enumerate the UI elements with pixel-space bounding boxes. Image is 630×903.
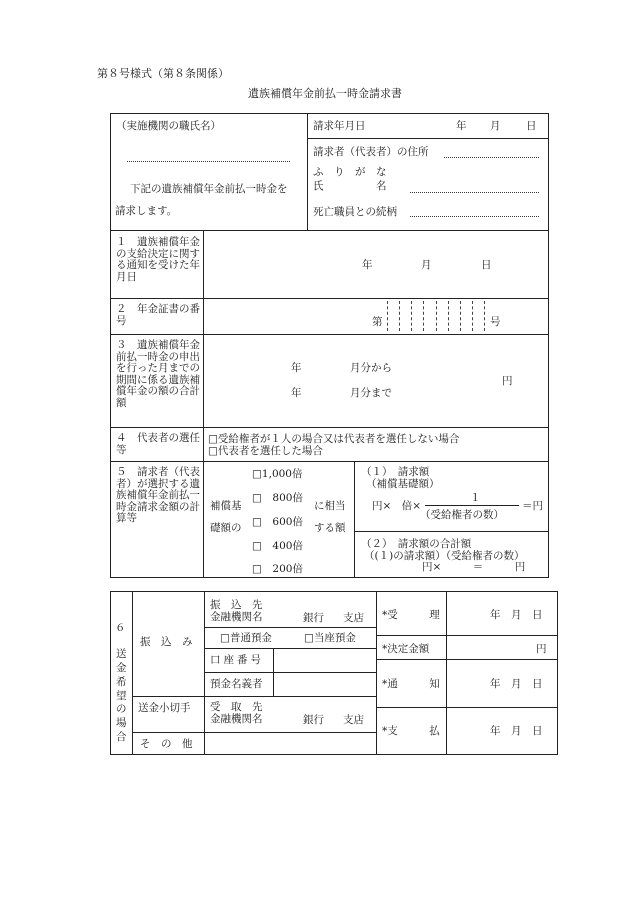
row5-equiv-line1: に相当 [314, 500, 346, 512]
row3-month-from: 月分から [350, 362, 392, 374]
row3-month-to: 月分まで [350, 387, 392, 399]
decided-amount-yen: 円 [536, 643, 547, 655]
check-label: 送金小切手 [138, 702, 191, 714]
request-date-day: 日 [526, 120, 537, 132]
row4-label: ４ 代表者の選任等 [116, 432, 200, 456]
multiplier-200[interactable]: □ 200倍 [252, 563, 303, 575]
recv-suffix-branch: 支店 [343, 714, 364, 726]
request-text-line1: 下記の遺族補償年金前払一時金を [130, 183, 288, 195]
row5-base-line2: 礎額の [210, 522, 242, 534]
other-label: そ の 他 [140, 738, 193, 750]
row1-year: 年 [362, 259, 373, 271]
bank-label-line1: 振 込 先 [210, 599, 263, 611]
calc1-result: ＝円 [522, 500, 543, 512]
calc1-expression: 円× 倍× [372, 500, 422, 512]
row1-month: 月 [421, 259, 432, 271]
account-holder-label: 預金名義者 [210, 678, 263, 690]
recv-suffix-bank: 銀行 [303, 714, 324, 726]
section6-number: ６ [115, 622, 126, 634]
request-date-year: 年 [456, 120, 467, 132]
address-label: 請求者（代表者）の住所 [313, 146, 429, 158]
section6-label: 送金希望の場合 [116, 648, 127, 744]
name-field[interactable] [410, 192, 539, 193]
page-title: 遺族補償年金前払一時金請求書 [248, 87, 402, 100]
row5-label: ５ 請求者（代表者）が選択する遺族補償年金前払一時金請求金額の計算等 [116, 466, 200, 525]
recv-label-line1: 受 取 先 [210, 701, 263, 713]
request-text-line2: 請求します。 [115, 205, 178, 217]
bank-suffix-bank: 銀行 [303, 612, 324, 624]
row3-label: ３ 遺族補償年金前払一時金の申出を行った月までの期間に係る遺族補償年金の額の合計額 [116, 339, 200, 409]
agency-name-line[interactable] [127, 161, 290, 162]
furikomi-label: 振 込 み [140, 636, 193, 648]
request-date-label: 請求年月日 [313, 120, 366, 132]
calc1-fraction-bar [425, 505, 519, 506]
calc2-title: （２） 請求額の合計額 [361, 538, 472, 550]
calc1-numerator: １ [470, 492, 481, 504]
row5-equiv-line2: する額 [314, 522, 346, 534]
multiplier-800[interactable]: □ 800倍 [252, 492, 303, 504]
payment-date: 年 月 日 [490, 725, 543, 737]
account-type-current[interactable]: □当座預金 [304, 632, 356, 644]
form-number: 第８号様式（第８条関係） [97, 67, 229, 80]
bank-label-line2: 金融機関名 [210, 611, 263, 623]
row2-go: 号 [490, 316, 501, 328]
multiplier-400[interactable]: □ 400倍 [252, 540, 303, 552]
row5-base-line1: 補償基 [210, 500, 242, 512]
request-date-month: 月 [490, 120, 501, 132]
receipt-date: 年 月 日 [490, 609, 543, 621]
relation-field[interactable] [410, 216, 539, 217]
row1-label: １ 遺族補償年金の支給決定に関する通知を受けた年月日 [116, 236, 200, 283]
furigana-label: ふ り が な [313, 166, 387, 178]
name-label: 氏 名 [313, 180, 387, 192]
row2-dai: 第 [372, 316, 383, 328]
relation-label: 死亡職員との続柄 [313, 206, 397, 218]
row3-year-to: 年 [291, 387, 302, 399]
multiplier-600[interactable]: □ 600倍 [252, 516, 303, 528]
payment-label: *支 払 [382, 725, 440, 737]
representative-option-none[interactable]: □受給権者が１人の場合又は代表者を選任しない場合 [208, 433, 460, 445]
row3-year-from: 年 [291, 362, 302, 374]
bank-suffix-branch: 支店 [343, 612, 364, 624]
receipt-label: *受 理 [382, 609, 440, 621]
recv-label-line2: 金融機関名 [210, 713, 263, 725]
row1-day: 日 [481, 259, 492, 271]
representative-option-selected[interactable]: □代表者を選任した場合 [208, 445, 323, 457]
agency-label: （実施機関の職氏名） [116, 120, 221, 132]
calc2-subtitle: （(１)の請求額）（受給権者の数） [364, 550, 525, 562]
calc1-title: （１） 請求額 [361, 466, 430, 478]
multiplier-1000[interactable]: □1,000倍 [252, 468, 303, 480]
account-number-label: 口座番号 [210, 654, 264, 666]
notice-label: *通 知 [382, 678, 440, 690]
calc1-subtitle: （補償基礎額） [366, 478, 440, 490]
account-type-ordinary[interactable]: □普通預金 [220, 632, 272, 644]
calc2-expression: 円× ＝ 円 [422, 561, 526, 573]
row2-label: ２ 年金証書の番号 [116, 303, 200, 327]
notice-date: 年 月 日 [490, 678, 543, 690]
calc1-denominator: （受給権者の数） [420, 509, 504, 521]
decided-amount-label: *決定金額 [382, 643, 430, 655]
address-field[interactable] [444, 157, 539, 158]
row3-yen: 円 [502, 375, 513, 387]
